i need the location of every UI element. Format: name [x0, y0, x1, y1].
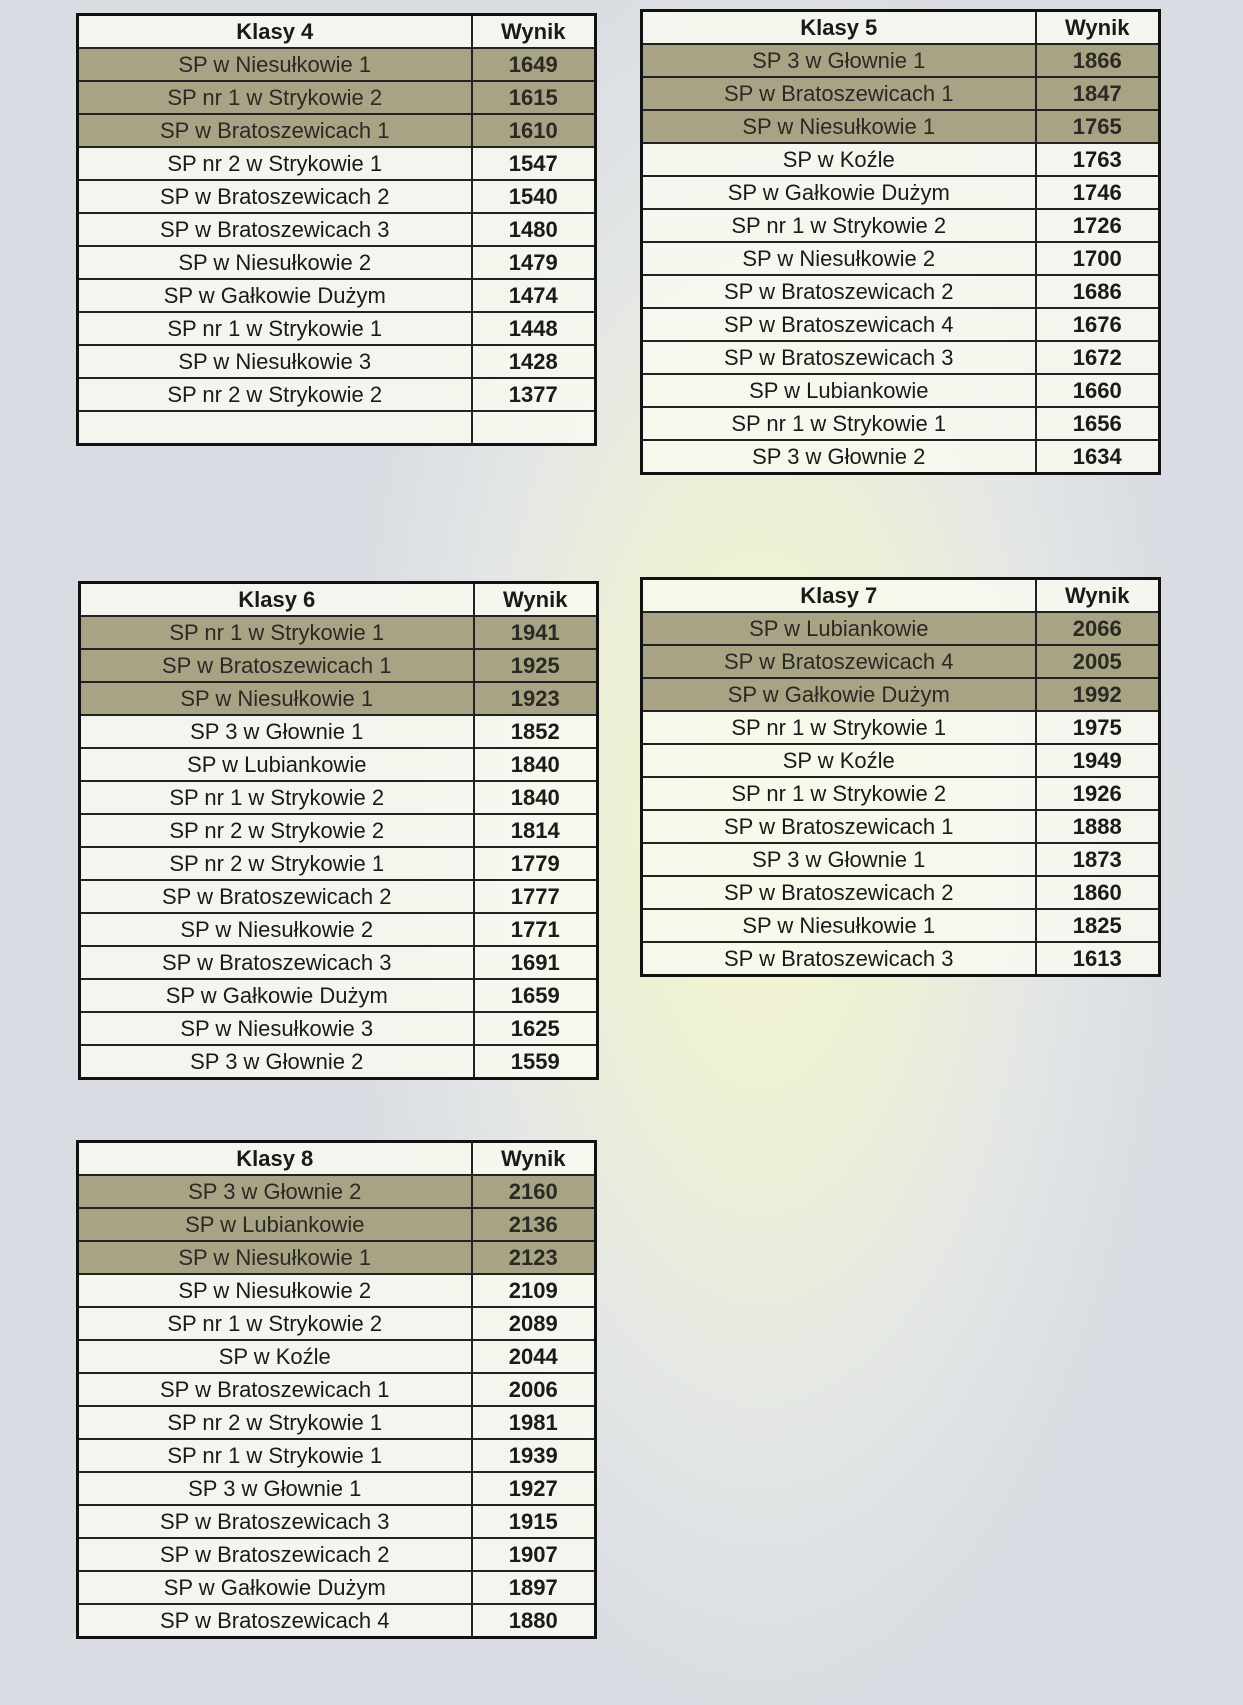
- score-value: 1840: [474, 748, 598, 781]
- table-row: [80, 847, 598, 880]
- table-row: [78, 1439, 596, 1472]
- score-value: 1847: [1036, 77, 1160, 110]
- school-name: SP 3 w Głownie 1: [78, 1472, 472, 1505]
- score-value: 1615: [472, 81, 596, 114]
- table-row: [80, 616, 598, 649]
- table-row: [78, 81, 596, 114]
- table-title: Klasy 8: [78, 1142, 472, 1176]
- table-row: [642, 374, 1160, 407]
- score-value: 1480: [472, 213, 596, 246]
- table-row: [78, 345, 596, 378]
- score-value: 2005: [1036, 645, 1160, 678]
- table-title: Klasy 5: [642, 11, 1036, 45]
- score-value: 1765: [1036, 110, 1160, 143]
- table-row: [642, 407, 1160, 440]
- table-row: [78, 213, 596, 246]
- score-value: [472, 411, 596, 445]
- table-row: [642, 744, 1160, 777]
- school-name: SP w Gałkowie Dużym: [78, 1571, 472, 1604]
- score-value: 1992: [1036, 678, 1160, 711]
- table-row: [642, 711, 1160, 744]
- school-name: SP nr 1 w Strykowie 1: [80, 616, 474, 649]
- table-row: [78, 1472, 596, 1505]
- school-name: SP w Koźle: [78, 1340, 472, 1373]
- school-name: SP w Niesułkowie 1: [78, 1241, 472, 1274]
- table-row: [642, 110, 1160, 143]
- table-row: [642, 143, 1160, 176]
- score-value: 2109: [472, 1274, 596, 1307]
- school-name: SP w Lubiankowie: [642, 374, 1036, 407]
- table-row: [78, 48, 596, 81]
- table-row: [80, 715, 598, 748]
- school-name: SP w Niesułkowie 1: [78, 48, 472, 81]
- score-header: Wynik: [472, 15, 596, 49]
- table-row: [78, 279, 596, 312]
- score-value: 1676: [1036, 308, 1160, 341]
- school-name: SP w Lubiankowie: [78, 1208, 472, 1241]
- score-value: 1763: [1036, 143, 1160, 176]
- school-name: SP w Bratoszewicach 1: [78, 1373, 472, 1406]
- table-row: [78, 1538, 596, 1571]
- score-value: 1981: [472, 1406, 596, 1439]
- school-name: SP w Koźle: [642, 744, 1036, 777]
- score-value: 1923: [474, 682, 598, 715]
- school-name: SP w Niesułkowie 2: [78, 1274, 472, 1307]
- school-name: SP w Bratoszewicach 1: [80, 649, 474, 682]
- score-value: 2006: [472, 1373, 596, 1406]
- school-name: SP w Niesułkowie 3: [78, 345, 472, 378]
- score-value: 1777: [474, 880, 598, 913]
- score-value: 1656: [1036, 407, 1160, 440]
- table-row: [78, 114, 596, 147]
- score-header: Wynik: [1036, 579, 1160, 613]
- table-row: [80, 814, 598, 847]
- table-row: [78, 180, 596, 213]
- school-name: SP 3 w Głownie 1: [642, 44, 1036, 77]
- table-klasy-6: [78, 581, 599, 1080]
- school-name: SP nr 1 w Strykowie 2: [642, 777, 1036, 810]
- school-name: SP w Niesułkowie 2: [78, 246, 472, 279]
- table-klasy-7: [640, 577, 1161, 977]
- school-name: SP w Niesułkowie 2: [80, 913, 474, 946]
- school-name: SP w Bratoszewicach 2: [642, 876, 1036, 909]
- table-row: [642, 440, 1160, 474]
- score-value: 2136: [472, 1208, 596, 1241]
- school-name: SP w Gałkowie Dużym: [78, 279, 472, 312]
- score-value: 1479: [472, 246, 596, 279]
- table-row: [80, 1012, 598, 1045]
- score-header: Wynik: [472, 1142, 596, 1176]
- score-value: 1448: [472, 312, 596, 345]
- score-value: 1613: [1036, 942, 1160, 976]
- school-name: SP nr 1 w Strykowie 2: [80, 781, 474, 814]
- school-name: SP w Koźle: [642, 143, 1036, 176]
- table-row: [80, 880, 598, 913]
- score-value: 1377: [472, 378, 596, 411]
- table-row: [78, 246, 596, 279]
- score-header: Wynik: [474, 583, 598, 617]
- score-value: 1428: [472, 345, 596, 378]
- score-value: 1659: [474, 979, 598, 1012]
- score-value: 1610: [472, 114, 596, 147]
- table-row: [78, 1208, 596, 1241]
- table-row: [642, 876, 1160, 909]
- score-value: 1907: [472, 1538, 596, 1571]
- school-name: SP w Bratoszewicach 3: [78, 213, 472, 246]
- score-value: 1746: [1036, 176, 1160, 209]
- table-row: [78, 1340, 596, 1373]
- school-name: SP w Bratoszewicach 1: [78, 114, 472, 147]
- table-row: [78, 1241, 596, 1274]
- school-name: SP nr 1 w Strykowie 1: [642, 407, 1036, 440]
- table-row: [78, 411, 596, 445]
- school-name: SP nr 1 w Strykowie 2: [642, 209, 1036, 242]
- score-header: Wynik: [1036, 11, 1160, 45]
- school-name: SP nr 1 w Strykowie 2: [78, 81, 472, 114]
- score-value: 2089: [472, 1307, 596, 1340]
- school-name: SP w Gałkowie Dużym: [80, 979, 474, 1012]
- score-value: 1700: [1036, 242, 1160, 275]
- score-value: 1625: [474, 1012, 598, 1045]
- school-name: SP nr 1 w Strykowie 2: [78, 1307, 472, 1340]
- school-name: SP w Bratoszewicach 3: [80, 946, 474, 979]
- table-row: [642, 909, 1160, 942]
- table-row: [642, 942, 1160, 976]
- school-name: SP w Niesułkowie 2: [642, 242, 1036, 275]
- score-value: 1975: [1036, 711, 1160, 744]
- school-name: SP w Bratoszewicach 2: [80, 880, 474, 913]
- table-row: [642, 612, 1160, 645]
- school-name: SP w Bratoszewicach 2: [642, 275, 1036, 308]
- school-name: SP w Bratoszewicach 1: [642, 810, 1036, 843]
- school-name: SP w Niesułkowie 1: [642, 110, 1036, 143]
- score-value: 1939: [472, 1439, 596, 1472]
- school-name: SP w Gałkowie Dużym: [642, 678, 1036, 711]
- score-value: 1649: [472, 48, 596, 81]
- score-value: 1686: [1036, 275, 1160, 308]
- score-value: 1941: [474, 616, 598, 649]
- school-name: SP w Bratoszewicach 3: [78, 1505, 472, 1538]
- score-value: 1897: [472, 1571, 596, 1604]
- score-value: 1852: [474, 715, 598, 748]
- school-name: SP w Niesułkowie 1: [80, 682, 474, 715]
- school-name: [78, 411, 472, 445]
- school-name: SP w Lubiankowie: [642, 612, 1036, 645]
- school-name: SP nr 1 w Strykowie 1: [78, 1439, 472, 1472]
- school-name: SP 3 w Głownie 2: [78, 1175, 472, 1208]
- table-row: [78, 1307, 596, 1340]
- school-name: SP 3 w Głownie 2: [80, 1045, 474, 1079]
- score-value: 1691: [474, 946, 598, 979]
- score-value: 1660: [1036, 374, 1160, 407]
- school-name: SP w Bratoszewicach 3: [642, 341, 1036, 374]
- score-value: 1825: [1036, 909, 1160, 942]
- school-name: SP nr 2 w Strykowie 1: [78, 1406, 472, 1439]
- score-value: 1474: [472, 279, 596, 312]
- score-value: 2123: [472, 1241, 596, 1274]
- school-name: SP w Bratoszewicach 3: [642, 942, 1036, 976]
- school-name: SP w Lubiankowie: [80, 748, 474, 781]
- table-row: [642, 242, 1160, 275]
- score-value: 1540: [472, 180, 596, 213]
- table-row: [642, 77, 1160, 110]
- score-value: 1771: [474, 913, 598, 946]
- score-value: 1873: [1036, 843, 1160, 876]
- score-value: 1888: [1036, 810, 1160, 843]
- table-title: Klasy 7: [642, 579, 1036, 613]
- school-name: SP w Niesułkowie 1: [642, 909, 1036, 942]
- score-value: 2044: [472, 1340, 596, 1373]
- school-name: SP w Niesułkowie 3: [80, 1012, 474, 1045]
- table-row: [78, 378, 596, 411]
- score-value: 1880: [472, 1604, 596, 1638]
- score-value: 1559: [474, 1045, 598, 1079]
- score-value: 1925: [474, 649, 598, 682]
- score-value: 1547: [472, 147, 596, 180]
- table-row: [642, 44, 1160, 77]
- table-row: [78, 1406, 596, 1439]
- table-row: [78, 147, 596, 180]
- table-title: Klasy 4: [78, 15, 472, 49]
- table-row: [78, 1571, 596, 1604]
- table-row: [642, 810, 1160, 843]
- score-value: 1866: [1036, 44, 1160, 77]
- table-klasy-8: [76, 1140, 597, 1639]
- school-name: SP nr 2 w Strykowie 2: [78, 378, 472, 411]
- table-row: [80, 781, 598, 814]
- score-value: 1860: [1036, 876, 1160, 909]
- score-value: 1814: [474, 814, 598, 847]
- school-name: SP 3 w Głownie 1: [80, 715, 474, 748]
- table-row: [80, 748, 598, 781]
- score-value: 1672: [1036, 341, 1160, 374]
- table-row: [78, 1274, 596, 1307]
- table-row: [642, 209, 1160, 242]
- school-name: SP w Bratoszewicach 2: [78, 180, 472, 213]
- table-row: [642, 678, 1160, 711]
- table-row: [642, 777, 1160, 810]
- school-name: SP nr 1 w Strykowie 1: [78, 312, 472, 345]
- table-row: [78, 1175, 596, 1208]
- score-value: 1926: [1036, 777, 1160, 810]
- score-value: 1915: [472, 1505, 596, 1538]
- table-row: [80, 1045, 598, 1079]
- school-name: SP w Bratoszewicach 4: [642, 308, 1036, 341]
- table-title: Klasy 6: [80, 583, 474, 617]
- score-value: 1634: [1036, 440, 1160, 474]
- school-name: SP 3 w Głownie 1: [642, 843, 1036, 876]
- table-row: [642, 843, 1160, 876]
- school-name: SP nr 1 w Strykowie 1: [642, 711, 1036, 744]
- score-value: 1779: [474, 847, 598, 880]
- school-name: SP nr 2 w Strykowie 1: [80, 847, 474, 880]
- score-value: 1726: [1036, 209, 1160, 242]
- score-value: 2160: [472, 1175, 596, 1208]
- table-row: [80, 682, 598, 715]
- score-value: 1840: [474, 781, 598, 814]
- score-value: 2066: [1036, 612, 1160, 645]
- table-row: [78, 1373, 596, 1406]
- school-name: SP 3 w Głownie 2: [642, 440, 1036, 474]
- table-row: [78, 1604, 596, 1638]
- school-name: SP w Gałkowie Dużym: [642, 176, 1036, 209]
- table-row: [642, 341, 1160, 374]
- school-name: SP nr 2 w Strykowie 2: [80, 814, 474, 847]
- school-name: SP w Bratoszewicach 4: [78, 1604, 472, 1638]
- table-row: [642, 176, 1160, 209]
- table-row: [80, 913, 598, 946]
- school-name: SP w Bratoszewicach 4: [642, 645, 1036, 678]
- table-row: [80, 946, 598, 979]
- table-row: [80, 979, 598, 1012]
- score-value: 1949: [1036, 744, 1160, 777]
- school-name: SP nr 2 w Strykowie 1: [78, 147, 472, 180]
- table-row: [642, 645, 1160, 678]
- table-row: [80, 649, 598, 682]
- score-value: 1927: [472, 1472, 596, 1505]
- table-row: [642, 308, 1160, 341]
- school-name: SP w Bratoszewicach 2: [78, 1538, 472, 1571]
- table-row: [78, 1505, 596, 1538]
- table-row: [78, 312, 596, 345]
- table-row: [642, 275, 1160, 308]
- school-name: SP w Bratoszewicach 1: [642, 77, 1036, 110]
- table-klasy-4: [76, 13, 597, 446]
- table-klasy-5: [640, 9, 1161, 475]
